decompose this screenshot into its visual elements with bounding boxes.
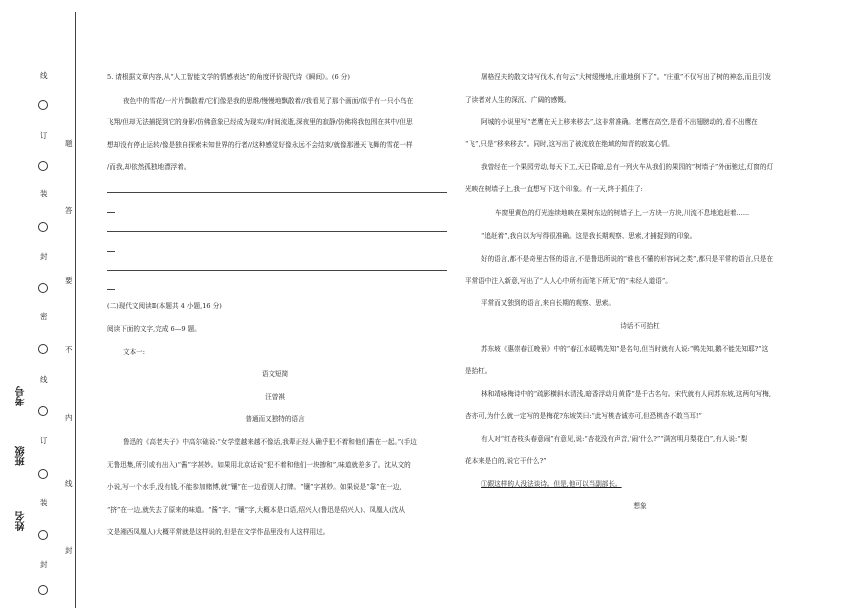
inner-char: 不 — [65, 345, 73, 354]
paragraph-line: 小说,写一个水手,没有钱,不能参加赌博,就“镶”在一边看别人打牌。“镶”字甚妙。如果说是“靠”在一边, — [107, 483, 402, 491]
binding-margin — [0, 0, 80, 608]
question-5: 5. 请根据文章内容,从“人工智能文学的情感表达”的角度评价现代诗《瞬间》。(6 分) — [107, 73, 350, 81]
class-label: 班级 — [16, 446, 27, 466]
seal-char: 订 — [40, 436, 48, 445]
margin-circle — [38, 100, 48, 110]
footnote: ①跟这样的人没法谈诗。但是,他可以当副部长。 — [481, 480, 622, 488]
paragraph-line: 杏亦可,为什么就一定写的是梅花?东坡笑曰:“此写桃杏诚亦可,但恐桃杏不敢当耳!” — [465, 412, 702, 420]
paragraph-line: 平常而又独到的语言,来自长期的观察、思索。 — [481, 299, 615, 307]
paragraph-line: 文是湘西凤凰人)大概平常就是这样说的,但是在文学作品里没有人这样用过。 — [107, 528, 330, 536]
section-title: 想象 — [633, 502, 647, 510]
paragraph-line: 好的语言,都不是奇里古怪的语言,不是鲁迅所说的“谁也不懂的形容词之类”,都只是平常的语言,只是在 — [481, 255, 774, 263]
paragraph-line: 平常语中注入新意,写出了“人人心中所有而笔下所无”的“未经人道语”。 — [465, 277, 672, 285]
margin-circle — [38, 406, 48, 416]
instruction: 阅读下面的文字,完成 6—9 题。 — [107, 325, 201, 333]
inner-char: 答 — [65, 206, 73, 215]
answer-line[interactable] — [107, 231, 447, 232]
seal-char: 线 — [40, 71, 48, 80]
margin-circle — [38, 530, 48, 540]
paragraph-line: 有人对“红杏枝头春意闹”有意见,说:“杏花没有声音,‘闹’什么?”“满宫明月梨花白”,有人说:“梨 — [481, 435, 748, 443]
margin-circle — [38, 344, 48, 354]
paragraph-line: “飞”,只是“移来移去”。同时,这写出了被流放在绝域的知青的寂寞心情。 — [465, 140, 674, 148]
inner-char: 题 — [65, 139, 73, 148]
seal-char: 装 — [40, 498, 48, 507]
poem-line: 夜色中的雪花/一片片飘散着/它们像是我的思维/慢慢地飘散着//我看见了那个画面/似乎有一只小鸟在 — [123, 97, 414, 105]
article-author: 汪曾祺 — [265, 393, 285, 401]
paragraph-line: 了读者对人生的深沉、广阔的感慨。 — [465, 96, 571, 104]
section-title: 诗话不可抬杠 — [620, 322, 660, 330]
answer-line[interactable] — [107, 270, 447, 271]
paragraph-line: 屠格涅夫的散文诗写伐木,有句云“大树缓慢地,庄重地倒下了”。“庄重”不仅写出了树的神态,而且引发 — [481, 73, 772, 81]
paragraph-line: 我曾经在一个果园劳动,每天下工,天已昏暗,总有一列火车从我们的果园的“树墙子”外面驰过,灯窗的灯 — [481, 163, 774, 171]
poem-line: 飞翔/但却无法捕捉到它的身影/仿佛意象已经成为现实//时间流逝,深夜里的寂静/仿佛将我包围在其中/但思 — [107, 118, 413, 126]
paragraph-line: “挤”在一边,就失去了原来的味道。“酱”字、“镶”字,大概本是口语,绍兴人(鲁迅是绍兴人)、凤凰人(沈从 — [107, 506, 405, 514]
seal-char: 封 — [40, 252, 48, 261]
answer-line[interactable] — [107, 192, 447, 193]
article-subtitle: 普通而又独特的语言 — [245, 415, 305, 423]
text-label: 文本一: — [123, 348, 146, 356]
seal-char: 密 — [40, 312, 48, 321]
exam-number-label: 考号 — [16, 386, 27, 406]
seal-char: 订 — [40, 131, 48, 140]
name-label: 姓名 — [16, 511, 27, 531]
inner-char: 内 — [65, 413, 73, 422]
margin-circle — [38, 469, 48, 479]
margin-circle — [38, 283, 48, 293]
margin-circle — [38, 222, 48, 232]
answer-line-dash — [107, 212, 115, 213]
quote-line: 车窗里黄色的灯光连续地映在果树东边的树墙子上,一方块一方块,川流不息地追赶着...... — [495, 209, 750, 217]
seal-char: 线 — [40, 375, 48, 384]
section-heading: (二)现代文阅读Ⅱ(本题共 4 小题,16 分) — [107, 302, 222, 310]
paragraph-line: 花本来是白的,说它干什么?” — [465, 457, 547, 465]
inner-char: 封 — [65, 546, 73, 555]
inner-char: 要 — [65, 276, 73, 285]
paragraph-line: “追赶着”,我自以为写得很准确。这是我长期观察、思索,才捕捉到的印象。 — [481, 232, 697, 240]
paragraph-line: 苏东坡《惠崇春江晚景》中的“春江水暖鸭先知”是名句,但当时就有人说:“鸭先知,鹅不能先知耶?”这 — [481, 345, 769, 353]
seal-char: 装 — [40, 189, 48, 198]
seal-char: 封 — [40, 560, 48, 569]
article-title: 语文短简 — [261, 370, 289, 378]
paragraph-line: 无鲁迅集,所引或有出入)“酱”字甚妙。如果用北京话说“犯不着和他们一块掺和”,味道就差多了。沈从文的 — [107, 461, 411, 469]
poem-line: 想却没有停止运转/像是独自探索未知世界的行者//这种感觉好像永远不会结束/就像那漫天飞舞的雪花一样 — [107, 141, 413, 149]
paragraph-line: 是抬杠。 — [465, 367, 492, 375]
margin-circle — [38, 161, 48, 171]
paragraph-line: 鲁迅的《高老夫子》中高尔础说:“女学堂越来越不像话,我辈正经人确乎犯不着和他们酱在一起。”(手边 — [123, 438, 417, 446]
paragraph-line: 光映在树墙子上,我一直想写下这个印象。有一天,终于抓住了: — [465, 185, 643, 193]
poem-line: /而我,却依然孤独地漂浮着。 — [107, 163, 191, 171]
paragraph-line: 阿城的小说里写“老鹰在天上移来移去”,这非常准确。老鹰在高空,是看不出翅膀动的,看不出鹰在 — [481, 118, 758, 126]
inner-char: 线 — [65, 479, 73, 488]
paragraph-line: 林和靖咏梅诗中的“疏影横斜水清浅,暗香浮动月黄昏”是千古名句。宋代就有人问苏东坡,这两句写梅, — [481, 390, 771, 398]
answer-line-dash — [107, 289, 115, 290]
answer-line-dash — [107, 251, 115, 252]
margin-circle — [38, 585, 48, 595]
